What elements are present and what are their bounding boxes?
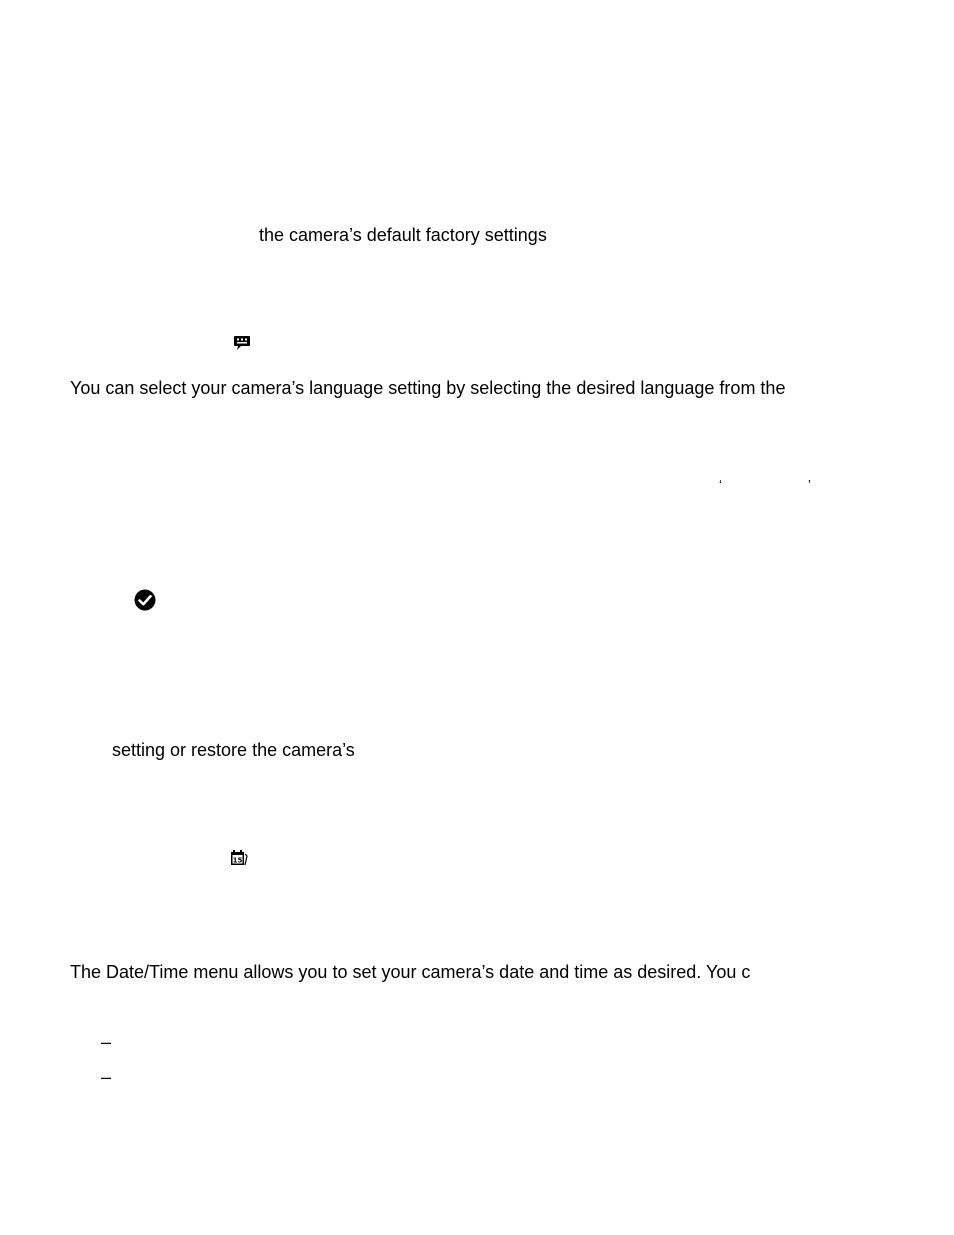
list-dash-2: –	[101, 1067, 112, 1087]
calendar-icon	[230, 849, 248, 867]
svg-text:15: 15	[232, 856, 243, 865]
reset-defaults-text: the camera’s default factory settings	[259, 225, 547, 245]
quote-open: ‘	[719, 477, 722, 492]
language-intro-text: You can select your camera’s language setting by selecting the desired language from the	[70, 378, 786, 398]
datetime-intro-text: The Date/Time menu allows you to set your camera’s date and time as desired. You c	[70, 962, 751, 982]
list-dash-1: –	[101, 1032, 112, 1052]
restore-settings-text: setting or restore the camera’s	[112, 740, 355, 760]
quote-close: ’	[808, 477, 811, 492]
check-circle-icon	[134, 589, 156, 611]
language-speech-bubble-icon	[233, 335, 251, 351]
